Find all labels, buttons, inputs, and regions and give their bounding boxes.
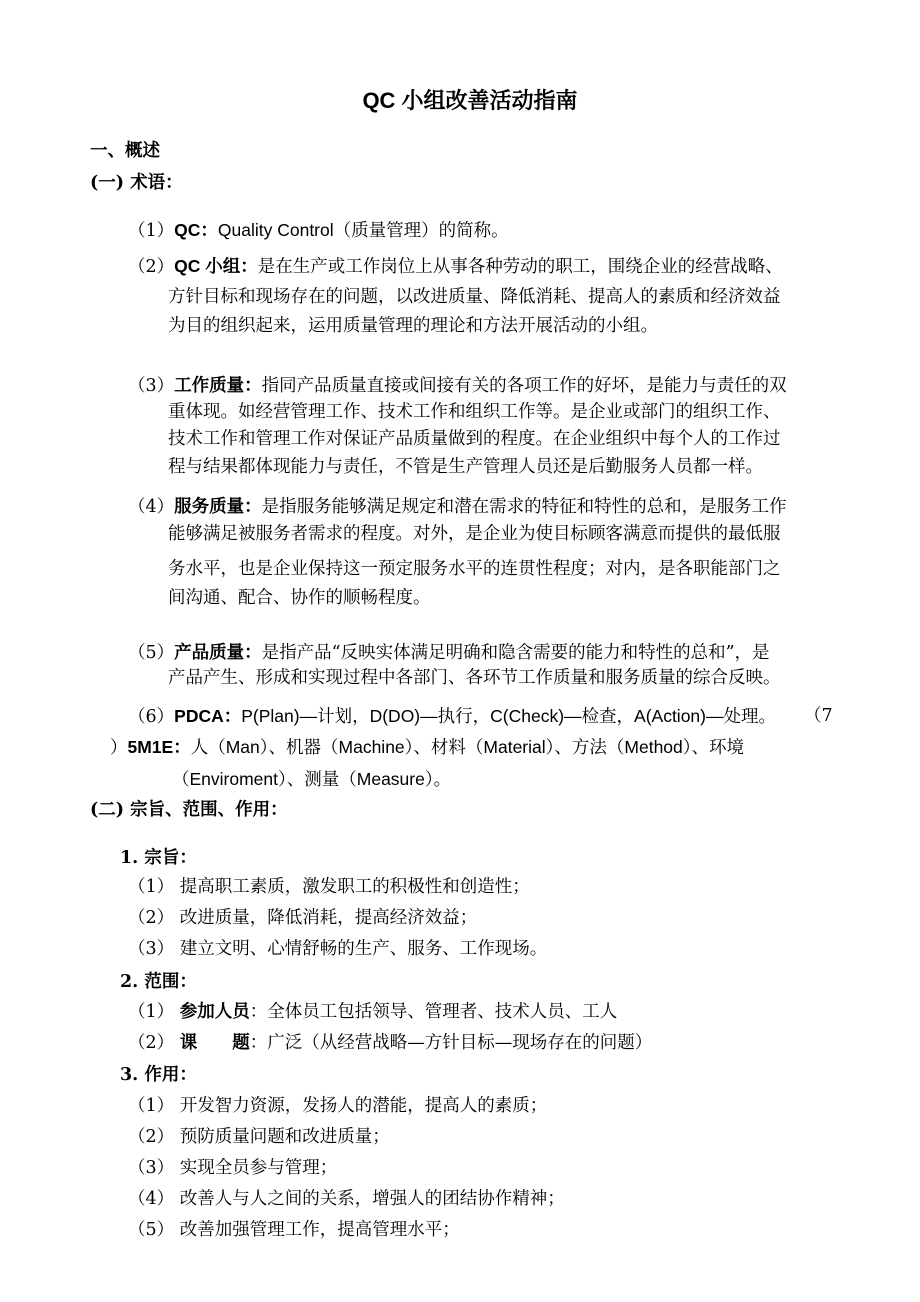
effect-heading: 3. 作用： — [120, 1065, 197, 1085]
list-item: （2） 预防质量问题和改进质量； — [128, 1127, 390, 1147]
term-sep: ： — [173, 737, 191, 757]
term-label: 工作质量 — [174, 375, 245, 395]
item-number: （2） — [128, 1033, 175, 1053]
list-item — [128, 1032, 652, 1054]
term-label: 5M1E — [127, 737, 174, 757]
list-item — [128, 1001, 617, 1023]
list-item: （5） 改善加强管理工作，提高管理水平； — [128, 1220, 460, 1240]
purpose-heading: 1. 宗旨： — [120, 848, 197, 868]
term-1 — [128, 219, 509, 242]
subsection-heading: (一) 术语： — [90, 173, 183, 193]
term-text: 程与结果都体现能力与责任，不管是生产管理人员还是后勤服务人员都一样。 — [168, 457, 763, 477]
term-text: Quality Control（质量管理）的简称。 — [217, 220, 509, 240]
term-text: 方针目标和现场存在的问题，以改进质量、降低消耗、提高人的素质和经济效益 — [168, 287, 781, 307]
term-4 — [128, 495, 787, 518]
list-item: （1） 开发智力资源，发扬人的潜能，提高人的素质； — [128, 1096, 548, 1116]
item-text: ：全体员工包括领导、管理者、技术人员、工人 — [249, 1002, 618, 1022]
term-number: ） — [110, 738, 128, 758]
term-number: （3） — [128, 376, 175, 396]
list-item: （3） 实现全员参与管理； — [128, 1158, 338, 1178]
term-text: 是指产品“反映实体满足明确和隐含需要的能力和特性的总和”，是 — [261, 643, 770, 663]
term-sep: ： — [244, 496, 262, 516]
page-title: QC 小组改善活动指南 — [362, 88, 578, 113]
term-2 — [128, 255, 783, 278]
term-text: 人（Man）、机器（Machine）、材料（Material）、方法（Method）、环境 — [190, 737, 745, 757]
term-text: P(Plan)—计划，D(DO)—执行，C(Check)—检查，A(Action)—处理。 — [241, 706, 776, 726]
list-item: （3） 建立文明、心情舒畅的生产、服务、工作现场。 — [128, 939, 548, 959]
term-number: （2） — [128, 257, 175, 277]
term-3 — [128, 374, 787, 397]
list-item: （1） 提高职工素质，激发职工的积极性和创造性； — [128, 877, 530, 897]
item-number: （1） — [128, 1002, 175, 1022]
section-heading: 一、概述 — [90, 141, 160, 161]
subsection-heading: (二) 宗旨、范围、作用： — [90, 800, 288, 820]
term-text: 重体现。如经营管理工作、技术工作和组织工作等。是企业或部门的组织工作、 — [168, 402, 781, 422]
term-sep: ： — [200, 220, 218, 240]
item-label: 参加人员 — [179, 1002, 250, 1022]
term-text: 务水平，也是企业保持这一预定服务水平的连贯性程度；对内，是各职能部门之 — [168, 559, 781, 579]
scope-heading: 2. 范围： — [120, 972, 197, 992]
term-number: （6） — [128, 707, 175, 727]
term-7 — [110, 736, 744, 759]
term-text: 为目的组织起来，运用质量管理的理论和方法开展活动的小组。 — [168, 316, 658, 336]
term-text: 产品产生、形成和实现过程中各部门、各环节工作质量和服务质量的综合反映。 — [168, 668, 781, 688]
term-text: 技术工作和管理工作对保证产品质量做到的程度。在企业组织中每个人的工作过 — [168, 429, 781, 449]
term-text: 能够满足被服务者需求的程度。对外，是企业为使目标顾客满意而提供的最低服 — [168, 524, 781, 544]
term-number: （4） — [128, 497, 175, 517]
term-label: 服务质量 — [174, 496, 245, 516]
term-text: 是在生产或工作岗位上从事各种劳动的职工，围绕企业的经营战略、 — [257, 257, 783, 277]
item-label: 课 题 — [179, 1033, 250, 1053]
term-sep: ： — [244, 375, 262, 395]
list-item: （2） 改进质量，降低消耗，提高经济效益； — [128, 908, 478, 928]
term-6 — [128, 705, 776, 728]
list-item: （4） 改善人与人之间的关系，增强人的团结协作精神； — [128, 1189, 565, 1209]
term-number: （5） — [128, 643, 175, 663]
term-label: QC — [174, 220, 201, 240]
term-text: 指同产品质量直接或间接有关的各项工作的好坏，是能力与责任的双 — [261, 376, 787, 396]
term-sep: ： — [240, 256, 258, 276]
term-label: PDCA — [174, 706, 224, 726]
item-text: ：广泛（从经营战略—方针目标—现场存在的问题） — [249, 1033, 653, 1053]
term-sep: ： — [244, 642, 262, 662]
term-text: （Enviroment）、测量（Measure）。 — [172, 769, 452, 789]
term-text: 间沟通、配合、协作的顺畅程度。 — [168, 588, 431, 608]
term-label: QC 小组 — [174, 256, 241, 276]
term-text: 是指服务能够满足规定和潜在需求的特征和特性的总和，是服务工作 — [261, 497, 787, 517]
term-7-number-start: （7 — [804, 706, 833, 726]
term-number: （1） — [128, 221, 175, 241]
term-sep: ： — [223, 706, 242, 726]
term-label: 产品质量 — [174, 642, 245, 662]
term-5 — [128, 641, 770, 664]
